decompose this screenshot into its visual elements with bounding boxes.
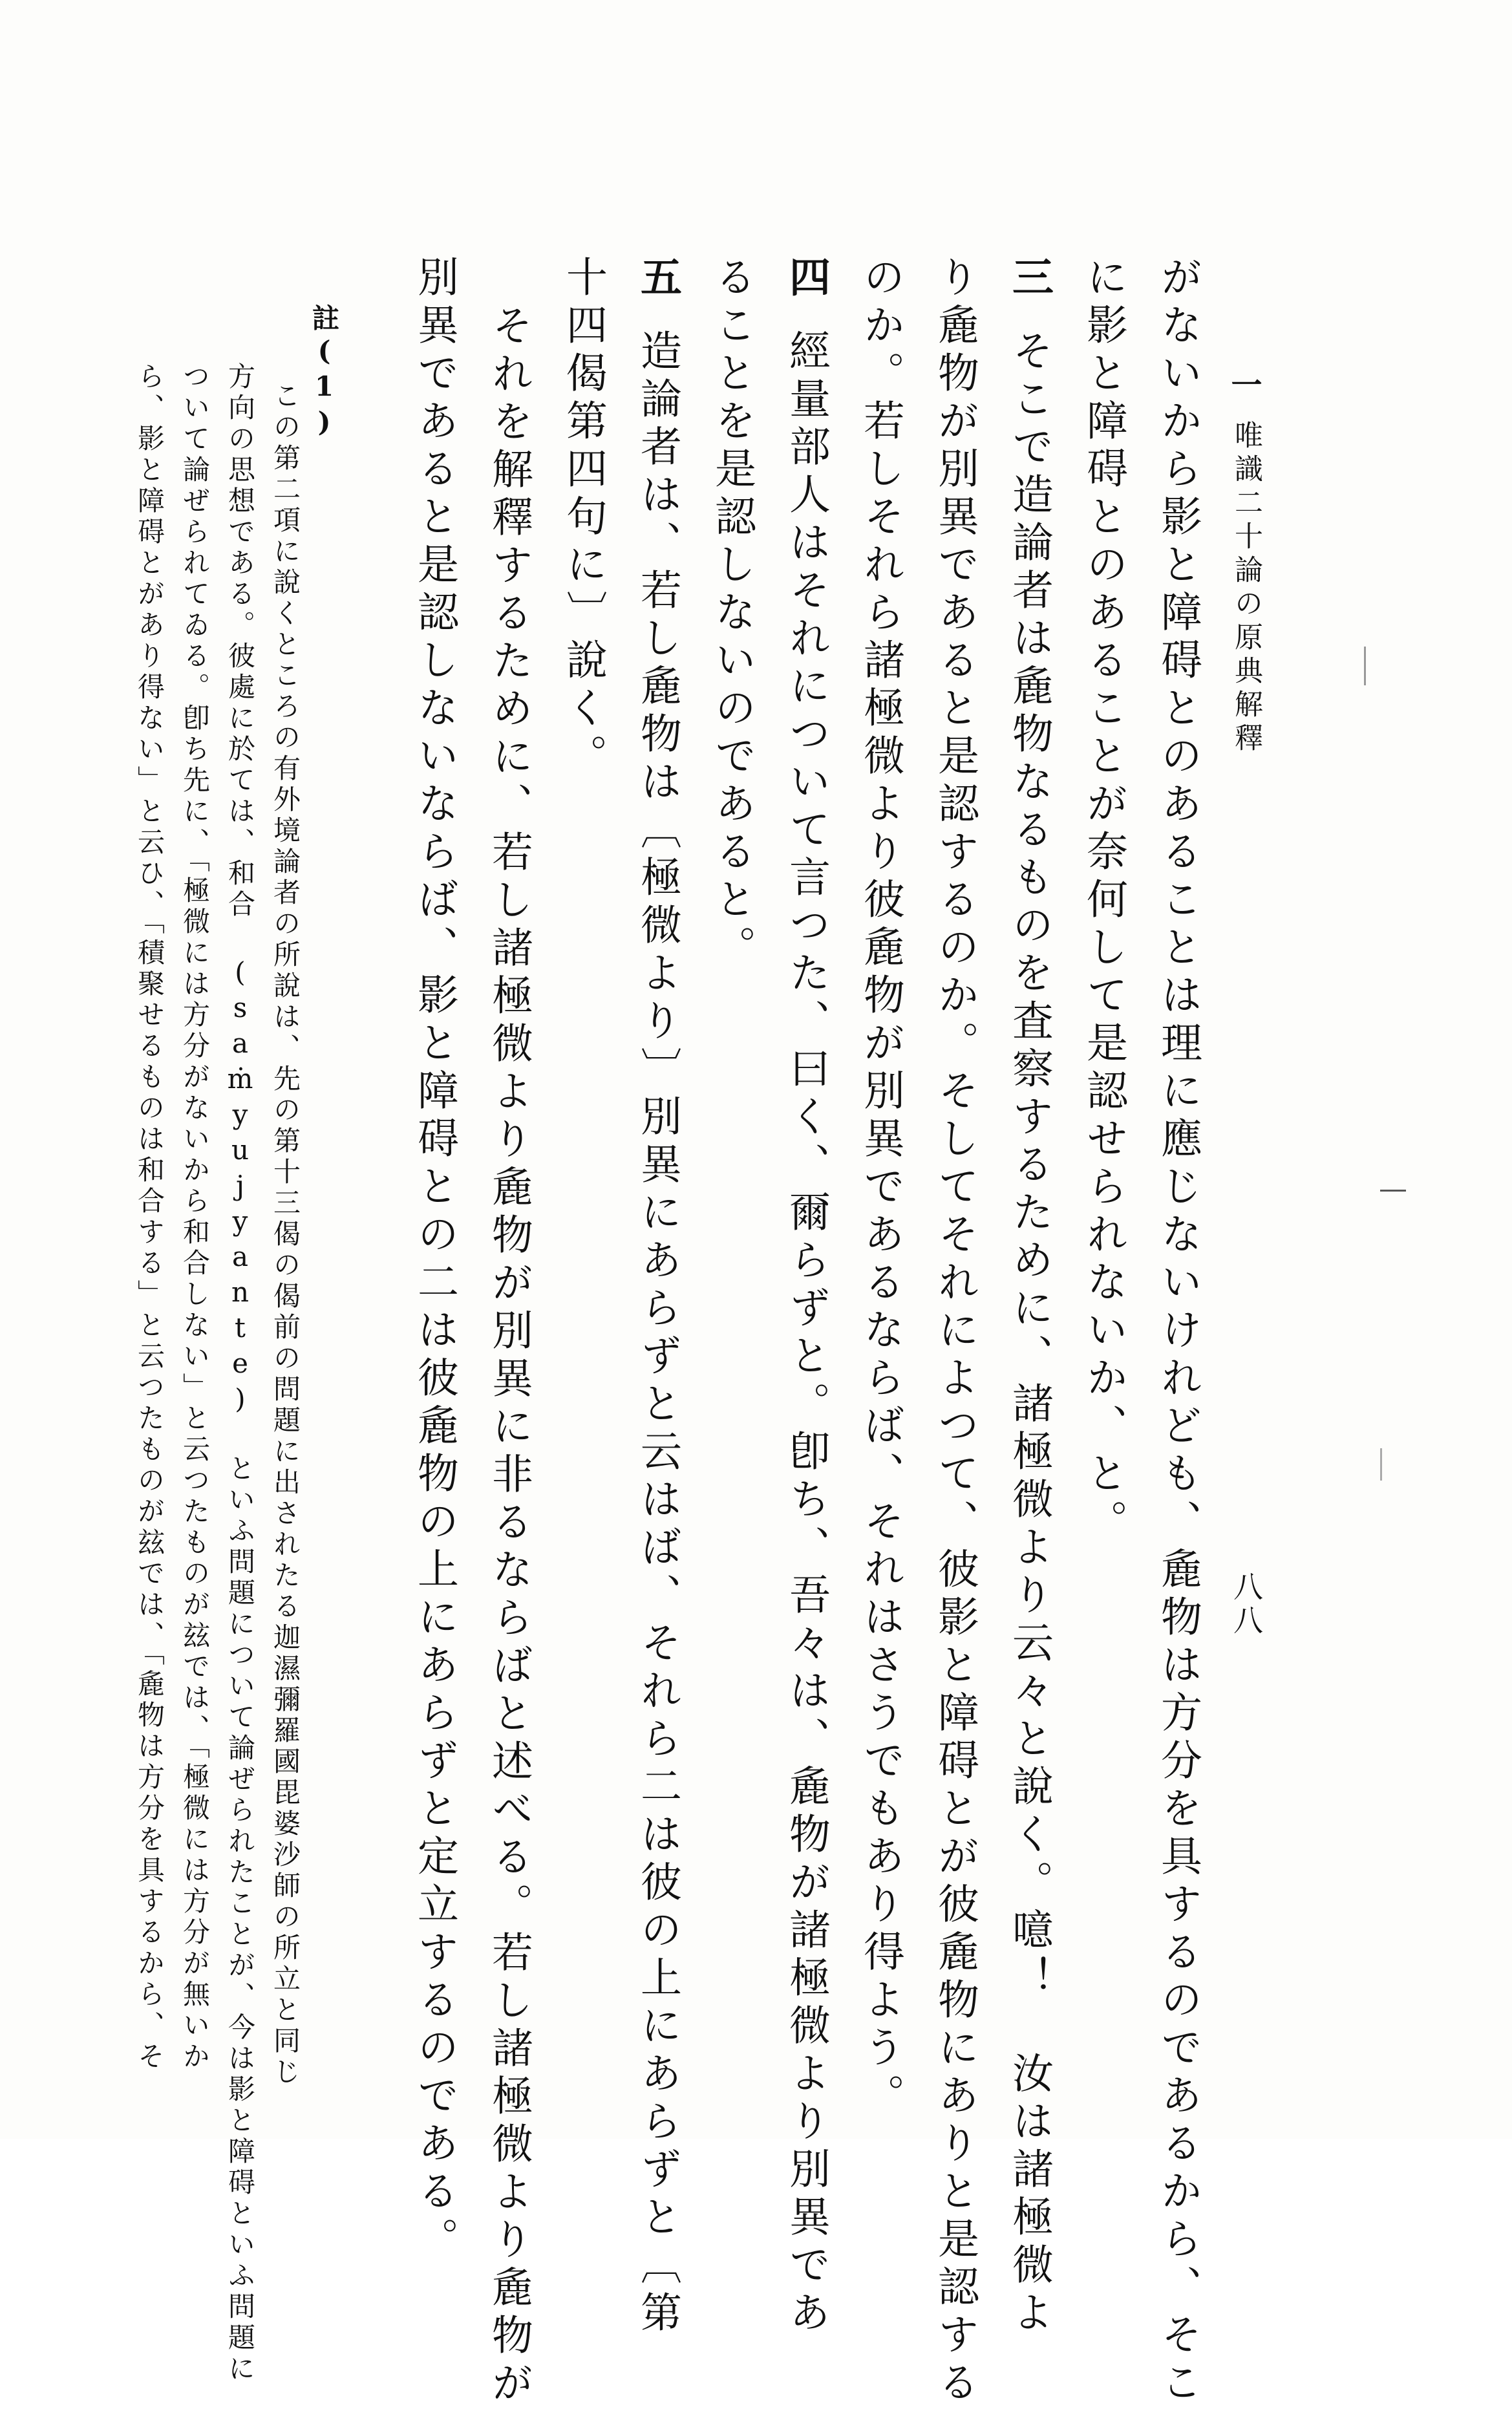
- body-line: [1154, 255, 1202, 2408]
- body-line: [410, 255, 458, 2265]
- body-line: [931, 255, 979, 2408]
- body-line-text: 經量部人はそれについて言つた、曰く、爾らずと。卽ち、吾々は、麁物が諸極微より別異であ: [782, 329, 830, 2339]
- footnote-label: 註(1): [308, 304, 340, 442]
- scan-mark: [1380, 1190, 1406, 1192]
- body-line: [1080, 255, 1127, 1547]
- footnote-line: この第二項に說くところの有外境論者の所說は、先の第十三偈の偈前の問題に出されたる迦濕彌羅國毘婆沙師の所立と同じ: [270, 381, 301, 2088]
- body-line: [857, 255, 904, 2121]
- body-line: [708, 255, 756, 973]
- body-line: [634, 255, 682, 2339]
- body-line-text: そこで造論者は麁物なるものを査察するために、諸極微より云々と說く。噫！ 汝は諸極微よ: [1005, 329, 1053, 2339]
- paragraph-number: 三: [1005, 255, 1054, 303]
- body-line-text: それを解釋するために、若し諸極微より麁物が別異に非るならばと述べる。若し諸極微より麁物が: [485, 304, 533, 2409]
- scan-mark: [1364, 647, 1366, 685]
- body-line-text: ることを是認しないのであると。: [708, 255, 756, 973]
- body-line: [485, 304, 533, 2409]
- paragraph-number: 四: [782, 255, 831, 303]
- body-line: [559, 255, 607, 782]
- body-line-text: 十四偈第四句に〕說く。: [559, 255, 607, 782]
- footnote-line: ついて論ぜられてゐる。卽ち先に、「極微には方分がないから和合しない」と云つたものが玆では、「極微には方分が無いか: [179, 362, 211, 2073]
- body-line-text: がないから影と障碍とのあることは理に應じないけれども、麁物は方分を具するのであるから、そこ: [1154, 255, 1202, 2408]
- body-line-text: 別異であると是認しないならば、影と障碍との二は彼麁物の上にあらずと定立するのである。: [410, 255, 458, 2265]
- body-line: [782, 255, 831, 2339]
- body-line-text: り麁物が別異であると是認するのか。そしてそれによつて、彼影と障碍とが彼麁物にありと是認する: [931, 255, 979, 2408]
- body-line-text: 造論者は、若し麁物は〔極微より〕別異にあらずと云はば、それら二は彼の上にあらずと〔第: [634, 329, 681, 2339]
- body-line-text: に影と障碍とのあることが奈何して是認せられないか、と。: [1080, 255, 1127, 1547]
- footnote-line: ら、影と障碍とがあり得ない」と云ひ、「積聚せるものは和合する」と云つたものが玆では、「麁物は方分を具するから、そ: [134, 362, 165, 2073]
- paragraph-number: 五: [634, 255, 682, 303]
- scan-mark: [1380, 1448, 1382, 1481]
- section-number: 一: [1226, 369, 1262, 400]
- page-number: 八八: [1229, 1571, 1264, 1638]
- footnote-line: 方向の思想である。彼處に於ては、和合 (saṁyujyante) といふ問題について論ぜられたことが、今は影と障碍といふ問題に: [224, 362, 256, 2385]
- body-line-text: のか。若しそれら諸極微より彼麁物が別異であるならば、それはさうでもあり得よう。: [857, 255, 904, 2121]
- body-line: [1005, 255, 1054, 2339]
- running-title: 唯識二十論の原典解釋: [1230, 420, 1262, 756]
